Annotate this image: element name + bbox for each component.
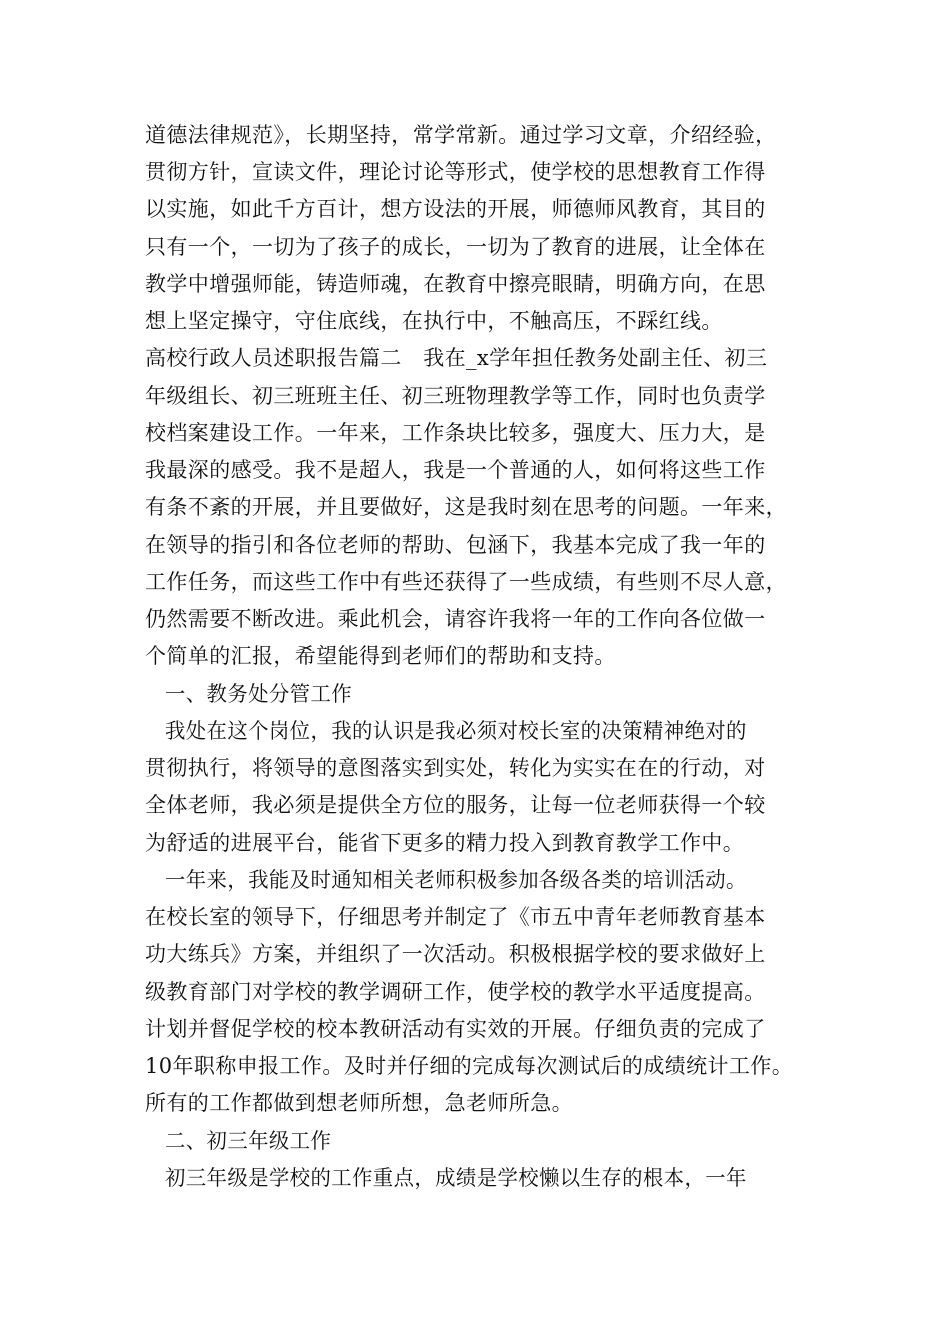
body-line: 工作任务，而这些工作中有些还获得了一些成绩，有些则不尽人意， (145, 570, 787, 594)
section-title-line: 高校行政人员述职报告篇二 我在_x学年担任教务处副主任、初三 (145, 346, 768, 370)
body-line: 所有的工作都做到想老师所想，急老师所急。 (145, 1091, 573, 1115)
body-line: 功大练兵》方案，并组织了一次活动。积极根据学校的要求做好上 (145, 942, 766, 966)
body-line: 仍然需要不断改进。乘此机会，请容许我将一年的工作向各位做一 (145, 607, 766, 631)
body-line: 级教育部门对学校的教学调研工作，使学校的教学水平适度提高。 (145, 980, 766, 1004)
body-line: 年级组长、初三班班主任、初三班物理教学等工作，同时也负责学 (145, 384, 766, 408)
body-line: 校档案建设工作。一年来，工作条块比较多，强度大、压力大，是 (145, 421, 766, 445)
body-line: 贯彻执行，将领导的意图落实到实处，转化为实实在在的行动，对 (145, 756, 766, 780)
body-line: 为舒适的进展平台，能省下更多的精力投入到教育教学工作中。 (145, 831, 745, 855)
body-line: 我处在这个岗位，我的认识是我必须对校长室的决策精神绝对的 (165, 719, 747, 743)
body-line: 道德法律规范》，长期坚持，常学常新。通过学习文章，介绍经验， (145, 123, 777, 147)
section-heading: 二、初三年级工作 (165, 1129, 332, 1153)
body-line: 在领导的指引和各位老师的帮助、包涵下，我基本完成了我一年的 (145, 533, 766, 557)
body-line: 一年来，我能及时通知相关老师积极参加各级各类的培训活动。 (165, 868, 747, 892)
body-line: 我最深的感受。我不是超人，我是一个普通的人，如何将这些工作 (145, 458, 766, 482)
body-line: 只有一个，一切为了孩子的成长，一切为了教育的进展，让全体在 (145, 235, 766, 259)
body-line: 初三年级是学校的工作重点，成绩是学校懒以生存的根本，一年 (165, 1166, 747, 1190)
body-line: 个简单的汇报，希望能得到老师们的帮助和支持。 (145, 644, 616, 668)
body-line: 贯彻方针，宣读文件，理论讨论等形式，使学校的思想教育工作得 (145, 160, 766, 184)
body-line: 有条不紊的开展，并且要做好，这是我时刻在思考的问题。一年来， (145, 495, 787, 519)
body-line: 10年职称申报工作。及时并仔细的完成每次测试后的成绩统计工作。 (145, 1054, 794, 1078)
body-line: 在校长室的领导下，仔细思考并制定了《市五中青年老师教育基本 (145, 905, 766, 929)
body-line: 全体老师，我必须是提供全方位的服务，让每一位老师获得一个较 (145, 793, 766, 817)
body-line: 想上坚定操守，守住底线，在执行中，不触高压，不踩红线。 (145, 309, 723, 333)
section-heading: 一、教务处分管工作 (165, 682, 353, 706)
body-line: 教学中增强师能，铸造师魂，在教育中擦亮眼睛，明确方向，在思 (145, 272, 766, 296)
body-line: 以实施，如此千方百计，想方设法的开展，师德师风教育，其目的 (145, 197, 766, 221)
body-line: 计划并督促学校的校本教研活动有实效的开展。仔细负责的完成了 (145, 1017, 766, 1041)
